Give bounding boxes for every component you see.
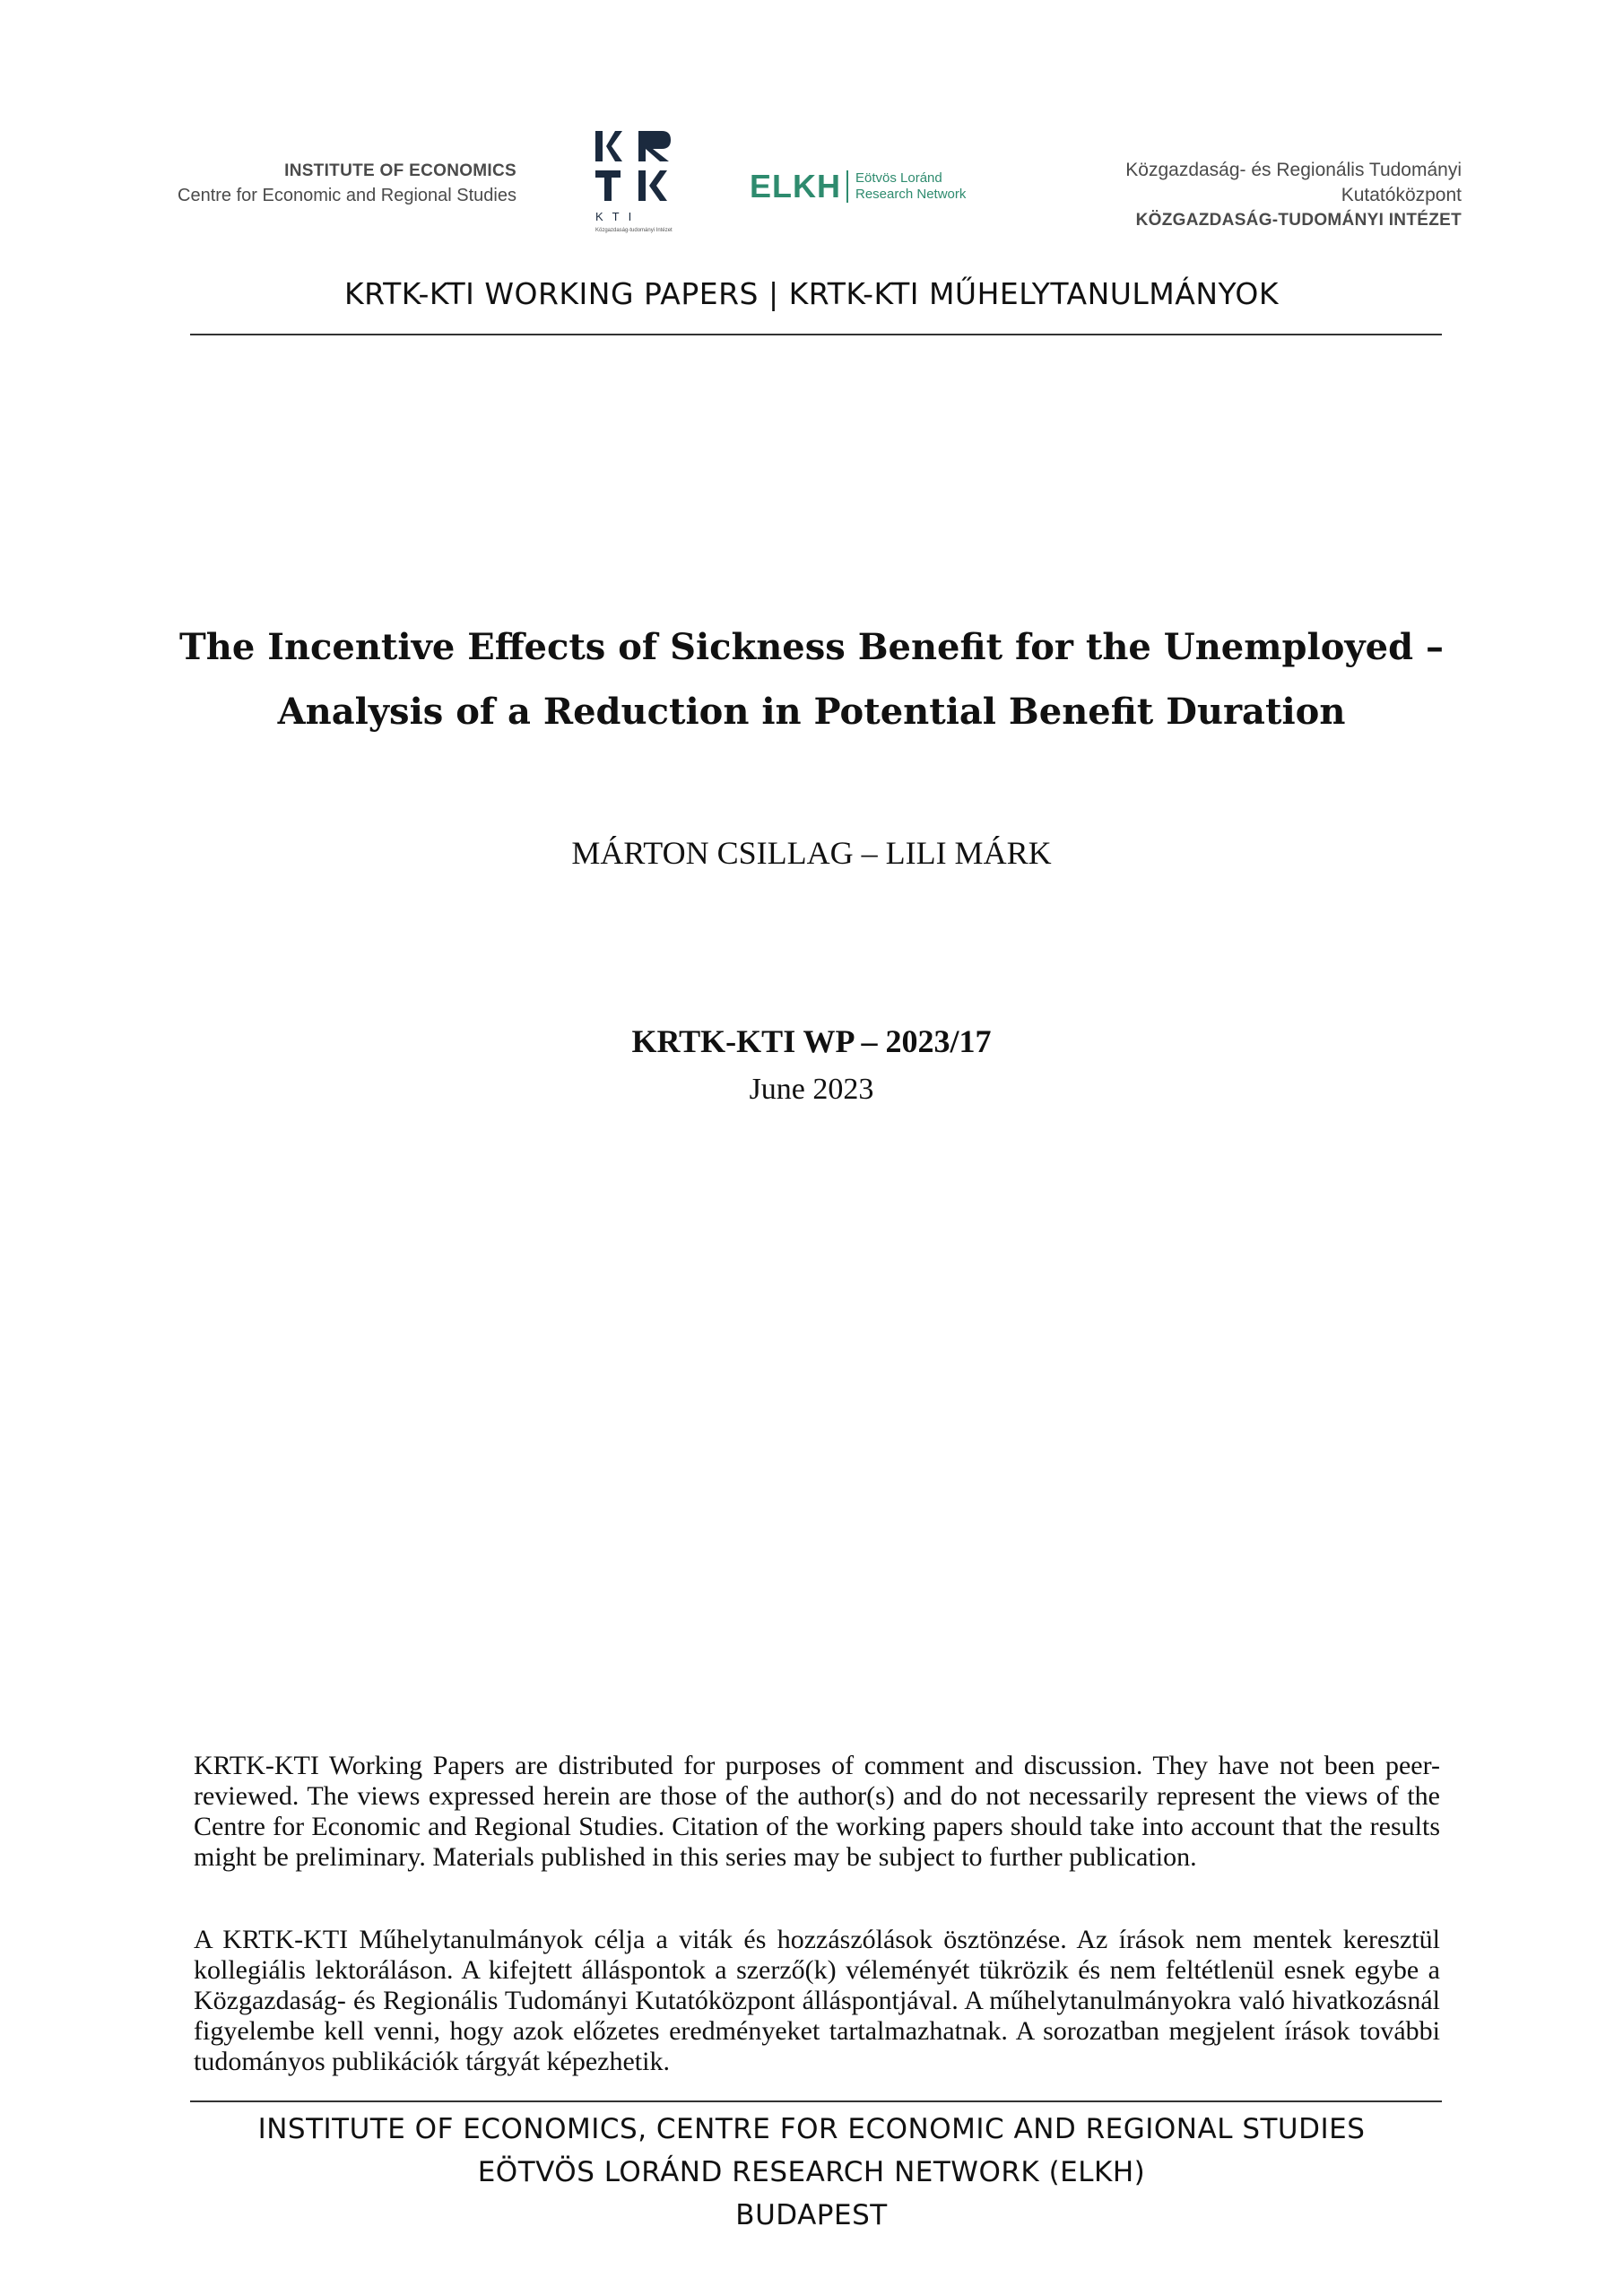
series-title: KRTK-KTI WORKING PAPERS | KRTK-KTI MŰHELYTANULMÁNYOK xyxy=(343,276,1280,311)
krtk-logo-kti: KTI xyxy=(595,210,641,223)
institute-of-economics-logo xyxy=(176,160,516,210)
paper-title-line2: Analysis of a Reduction in Potential Benefit Duration xyxy=(277,691,1346,733)
elkh-logo-line2: Research Network xyxy=(855,187,967,202)
footer-network: EÖTVÖS LORÁND RESEARCH NETWORK (ELKH) xyxy=(477,2156,1146,2188)
disclaimer-hungarian: A KRTK-KTI Műhelytanulmányok célja a viták és hozzászólások ösztönzése. Az írások nem mentek keresztül kollegiális lektoráláson. A kifejtett álláspontok a szerző(k) véleményét tükrözik és nem feltétlenül esnek egybe a Közgazdaság- és Regionális Tudományi Kutatóközpont álláspontjával. A műhelytanulmányokra való hivatkozásnál figyelembe kell venni, hogy azok előzetes eredményeket tartalmazhatnak. A sorozatban megjelent írások további tudományos publikációk tárgyát képezhetik. xyxy=(194,1925,1440,2076)
working-paper-number: KRTK-KTI WP – 2023/17 xyxy=(631,1023,992,1059)
krtk-logo-tiny-text: Közgazdaság-tudományi Intézet xyxy=(595,228,673,233)
disclaimer-english: KRTK-KTI Working Papers are distributed for purposes of comment and discussion. They have not been peer-reviewed. The views expressed herein are those of the author(s) and do not necessarily represent the views of the Centre for Economic and Regional Studies. Citation of the working papers should take into account that the results might be preliminary. Materials published in this series may be subject to further publication. xyxy=(194,1751,1440,1872)
footer-city: BUDAPEST xyxy=(735,2199,888,2231)
elkh-logo-line1: Eötvös Loránd xyxy=(855,170,942,186)
paper-title-line1: The Incentive Effects of Sickness Benefit for the Unemployed – xyxy=(179,626,1444,668)
krtk-mark-icon xyxy=(592,127,678,208)
footer-divider xyxy=(190,2100,1442,2102)
footer-institute: INSTITUTE OF ECONOMICS, CENTRE FOR ECONOMIC AND REGIONAL STUDIES xyxy=(257,2113,1366,2145)
paper-title xyxy=(126,615,1497,744)
kti-logo-line2: KÖZGAZDASÁG-TUDOMÁNYI INTÉZET xyxy=(1135,211,1462,230)
krtk-kti-logo-icon xyxy=(592,127,681,244)
kti-hungarian-logo xyxy=(1004,158,1462,233)
elkh-logo-text xyxy=(855,170,981,203)
publication-date: June 2023 xyxy=(749,1073,874,1106)
authors: MÁRTON CSILLAG – LILI MÁRK xyxy=(571,835,1052,871)
institute-logo-line2: Centre for Economic and Regional Studies xyxy=(178,186,516,205)
institute-logo-line1: INSTITUTE OF ECONOMICS xyxy=(284,161,516,180)
elkh-logo-divider xyxy=(846,170,848,203)
elkh-logo-mark: ELKH xyxy=(750,168,841,204)
kti-logo-line1: Közgazdaság- és Regionális Tudományi Kutatóközpont xyxy=(1125,160,1462,205)
header-divider xyxy=(190,334,1442,335)
